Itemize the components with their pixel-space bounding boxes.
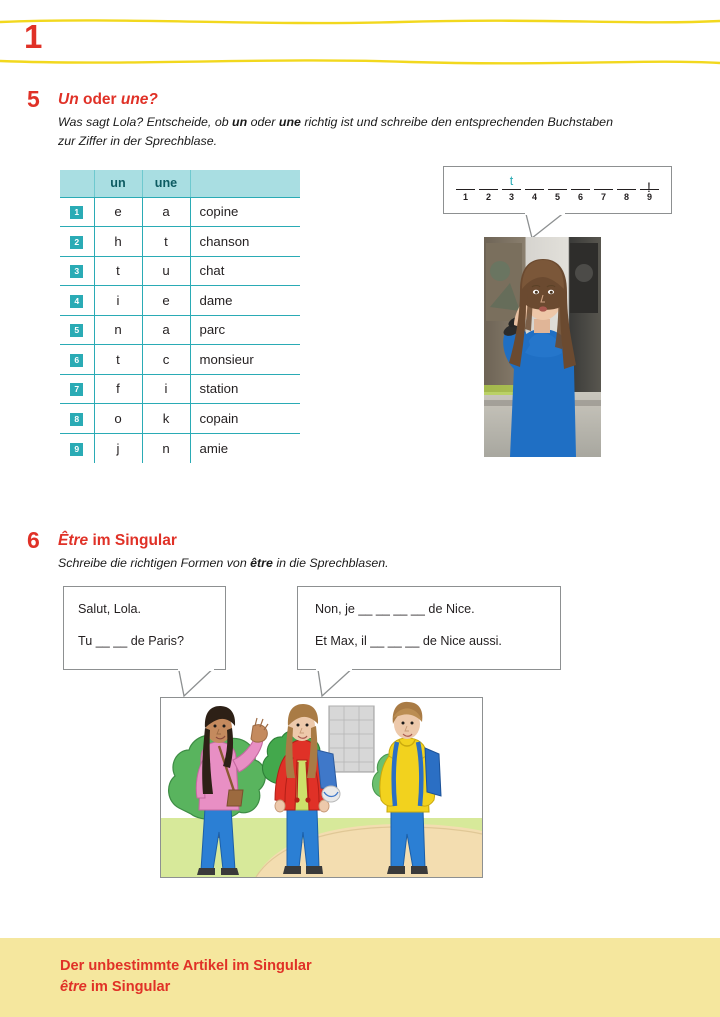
answer-blank-slot[interactable] [569, 174, 592, 202]
answer-blank-number: 7 [600, 192, 606, 203]
answer-blank-letter[interactable] [454, 174, 477, 189]
answer-blank-line [594, 189, 613, 190]
footer-etre: être [60, 978, 87, 995]
answer-blank-slot[interactable] [477, 174, 500, 202]
answer-blank-slot[interactable] [500, 174, 523, 202]
table-row [60, 286, 300, 316]
instr-5-seg3: richtig ist und schreibe den entsprechenden [300, 115, 545, 129]
speech-bubble-tail-right [316, 669, 352, 697]
bubble-left-blanks[interactable]: __ __ [95, 634, 128, 648]
answer-blank-letter[interactable] [477, 174, 500, 189]
answer-blank-line [525, 189, 544, 190]
instr-5-une: une [278, 115, 301, 129]
cell-word: copine [190, 197, 300, 227]
row-index-cell [60, 286, 94, 316]
row-number-badge: 7 [70, 383, 83, 396]
exercise-6-instructions [58, 554, 618, 573]
exclamation-mark: ! [647, 179, 651, 195]
cell-word: chanson [190, 227, 300, 257]
cell-une[interactable]: e [142, 286, 190, 316]
answer-blank-slot[interactable] [592, 174, 615, 202]
footer-summary [60, 956, 312, 997]
cell-une[interactable]: t [142, 227, 190, 257]
answer-blank-slot[interactable] [523, 174, 546, 202]
exercise-5-title [58, 92, 158, 108]
cell-une[interactable]: a [142, 315, 190, 345]
table-header-word [190, 170, 300, 197]
row-index-cell [60, 404, 94, 434]
bubble-left-line-1: Salut, Lola. [78, 602, 142, 616]
exercise-6-title-etre: Être [58, 532, 89, 549]
cell-une[interactable]: c [142, 345, 190, 375]
bubble-right-line-1[interactable] [315, 602, 475, 616]
instr-5-line2: Buchstaben zur Ziffer in der Sprechblase. [58, 115, 613, 149]
answer-blank-letter[interactable]: t [509, 174, 514, 188]
cell-une[interactable]: n [142, 433, 190, 463]
bubble-right-line2-blanks[interactable]: __ __ __ [370, 634, 420, 648]
footer-banner [0, 938, 720, 1017]
row-index-cell [60, 227, 94, 257]
answer-blank-letter[interactable] [615, 174, 638, 189]
table-body [60, 197, 300, 463]
row-number-badge: 4 [70, 295, 83, 308]
bubble-left-line-2[interactable] [78, 634, 184, 648]
exercise-5-title-un: Un [58, 91, 79, 108]
instr-6-etre: être [250, 556, 273, 570]
exercise-6-title [58, 533, 177, 549]
bubble-right-line1-blanks[interactable]: __ __ __ __ [358, 602, 425, 616]
table-header-row [60, 170, 300, 197]
cell-word: copain [190, 404, 300, 434]
row-number-badge: 8 [70, 413, 83, 426]
row-number-badge: 2 [70, 236, 83, 249]
exercise-5-speech-bubble [443, 166, 672, 214]
speech-bubble-tail-5 [525, 213, 565, 239]
row-number-badge: 9 [70, 443, 83, 456]
table-row [60, 227, 300, 257]
answer-blank-number: 6 [577, 192, 583, 203]
footer-line-2 [60, 977, 312, 998]
cell-word: parc [190, 315, 300, 345]
cell-une[interactable]: u [142, 256, 190, 286]
exercise-6-number: 6 [27, 527, 40, 553]
speech-bubble-right [297, 586, 561, 670]
bubble-right-line2-pre: Et Max, il [315, 634, 371, 648]
row-index-cell [60, 256, 94, 286]
cell-une[interactable]: a [142, 197, 190, 227]
instr-5-seg2: oder [247, 115, 279, 129]
table-header-index [60, 170, 94, 197]
answer-blank-slot[interactable] [454, 174, 477, 202]
bubble-left-line2-pre: Tu [78, 634, 96, 648]
cell-un[interactable]: e [94, 197, 142, 227]
answer-blank-line [479, 189, 498, 190]
cell-word: station [190, 374, 300, 404]
answer-blank-line [571, 189, 590, 190]
un-une-table [60, 170, 300, 463]
footer-line2-rest: im Singular [86, 978, 171, 995]
cell-un[interactable]: t [94, 345, 142, 375]
bubble-right-line2-post: de Nice aussi. [419, 634, 502, 648]
answer-blank-line [548, 189, 567, 190]
instr-5-un: un [232, 115, 248, 129]
table-row [60, 404, 300, 434]
bubble-right-line1-pre: Non, je [315, 602, 359, 616]
cell-un[interactable]: t [94, 256, 142, 286]
speech-bubble-left [63, 586, 226, 670]
instr-5-seg1: Was sagt Lola? Entscheide, ob [58, 115, 233, 129]
answer-blank-number: 3 [508, 192, 514, 203]
table-header-une: une [142, 170, 190, 197]
cell-un[interactable]: f [94, 374, 142, 404]
answer-blank-number: 4 [531, 192, 537, 203]
answer-blank-slot[interactable] [546, 174, 569, 202]
cell-une[interactable]: k [142, 404, 190, 434]
answer-blank-number: 9 [646, 192, 652, 203]
table-header-un: un [94, 170, 142, 197]
cell-un[interactable]: j [94, 433, 142, 463]
answer-blank-slot[interactable] [615, 174, 638, 202]
table-row [60, 433, 300, 463]
cell-un[interactable]: h [94, 227, 142, 257]
row-index-cell [60, 433, 94, 463]
exercise-6-title-rest: im Singular [88, 532, 177, 549]
chapter-number: 1 [24, 18, 43, 55]
cell-word: monsieur [190, 345, 300, 375]
page-header-band [0, 0, 720, 72]
answer-blank-number: 8 [623, 192, 629, 203]
header-rule-top [0, 20, 720, 23]
cell-word: chat [190, 256, 300, 286]
cell-un[interactable]: n [94, 315, 142, 345]
table-head [60, 170, 300, 197]
bubble-right-line1-post: de Nice. [424, 602, 475, 616]
row-number-badge: 1 [70, 206, 83, 219]
cell-word: dame [190, 286, 300, 316]
answer-blank-number: 5 [554, 192, 560, 203]
answer-blank-line [617, 189, 636, 190]
row-number-badge: 3 [70, 265, 83, 278]
row-number-badge: 6 [70, 354, 83, 367]
footer-line-1: Der unbestimmte Artikel im Singular [60, 958, 312, 974]
answer-blanks-row[interactable] [454, 174, 661, 202]
header-rule-bottom [0, 60, 720, 63]
answer-blank-letter[interactable] [569, 174, 592, 189]
table-row [60, 197, 300, 227]
exercise-5-number: 5 [27, 86, 40, 112]
answer-blank-letter[interactable] [592, 174, 615, 189]
exercise-5-instructions [58, 113, 618, 151]
speech-bubble-tail-left [178, 669, 214, 697]
answer-blank-number: 1 [462, 192, 468, 203]
answer-blank-letter[interactable] [546, 174, 569, 189]
cell-word: amie [199, 440, 229, 456]
table-row [60, 315, 300, 345]
illustration-three-teens [160, 697, 483, 878]
exercise-5-title-une: une? [120, 91, 158, 108]
cell-un[interactable]: o [94, 404, 142, 434]
table-row [60, 345, 300, 375]
exercise-5-title-oder: oder [78, 91, 121, 108]
cell-un[interactable]: i [94, 286, 142, 316]
bubble-left-line2-post: de Paris? [127, 634, 184, 648]
row-index-cell [60, 315, 94, 345]
answer-blank-number: 2 [485, 192, 491, 203]
instr-6-pre: Schreibe die richtigen Formen von [58, 556, 251, 570]
row-index-cell [60, 345, 94, 375]
table-row [60, 374, 300, 404]
photo-girl-on-phone [484, 237, 601, 457]
row-number-badge: 5 [70, 324, 83, 337]
instr-6-post: in die Sprechblasen. [272, 556, 389, 570]
answer-blank-letter[interactable] [523, 174, 546, 189]
row-index-cell [60, 197, 94, 227]
answer-blank-line [456, 189, 475, 190]
row-index-cell [60, 374, 94, 404]
cell-une[interactable]: i [142, 374, 190, 404]
answer-blank-line [502, 189, 521, 190]
bubble-right-line-2[interactable] [315, 634, 502, 648]
table-row [60, 256, 300, 286]
